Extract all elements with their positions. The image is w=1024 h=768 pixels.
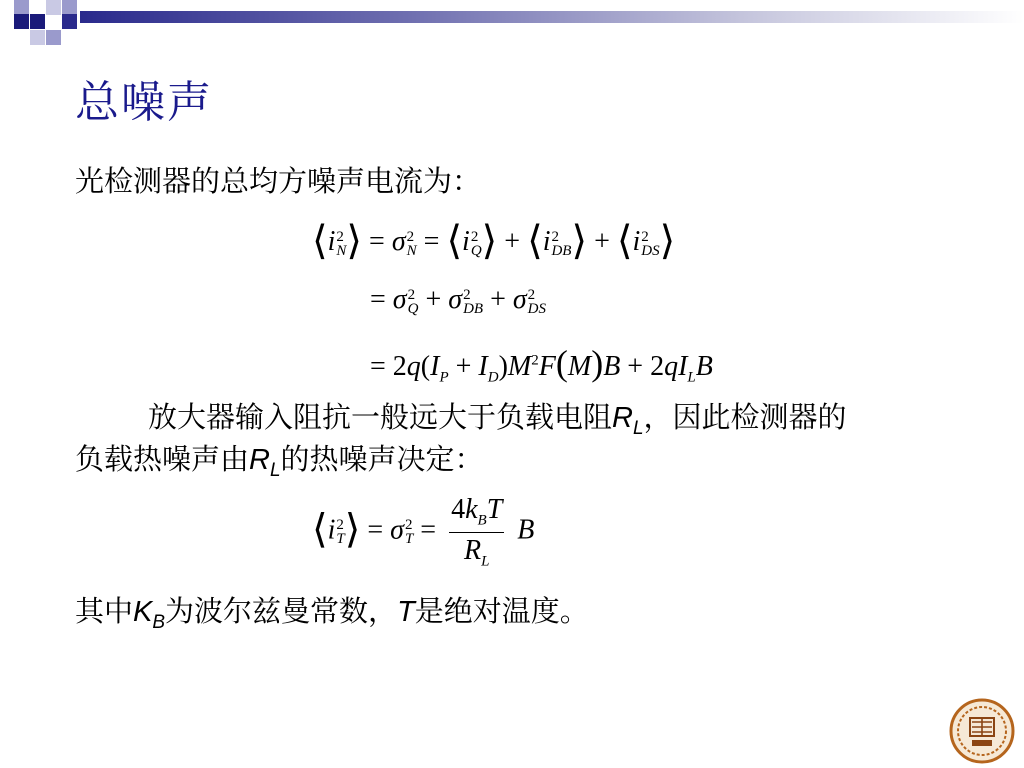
paragraph-impedance-line1: 放大器输入阻抗一般远大于负载电阻$R_L$，因此检测器的 (148, 400, 847, 439)
equation-thermal-noise: ⟨i 2 T ⟩ = σ 2 T = $\frac{4k_BT}{R_L}$ B (312, 494, 535, 570)
boltzmann-note: 其中$K_B$为波尔兹曼常数，T是绝对温度。 (75, 594, 589, 633)
header-gradient-bar (80, 11, 1024, 23)
paragraph-impedance-line2: 负载热噪声由$R_L$的热噪声决定： (75, 442, 484, 481)
equation-total-noise: ⟨i 2 N ⟩ = σ 2 N = ⟨i 2 Q ⟩ + ⟨i 2 DB ⟩ + ⟨i 2 DS ⟩ (312, 218, 676, 264)
equation-sigma-sum: = σ 2 Q + σ 2 DB + σ 2 DS (370, 284, 547, 317)
slide-title: 总噪声 (75, 77, 213, 128)
equation-expanded: = $2q(I_P + I_D)M^2F(M)B + 2qI_LB$ (370, 343, 713, 386)
university-seal-logo (946, 698, 1018, 764)
corner-squares-decoration (0, 0, 80, 62)
intro-text: 光检测器的总均方噪声电流为： (75, 164, 482, 198)
fraction: $\frac{4k_BT}{R_L}$ (451, 494, 503, 570)
